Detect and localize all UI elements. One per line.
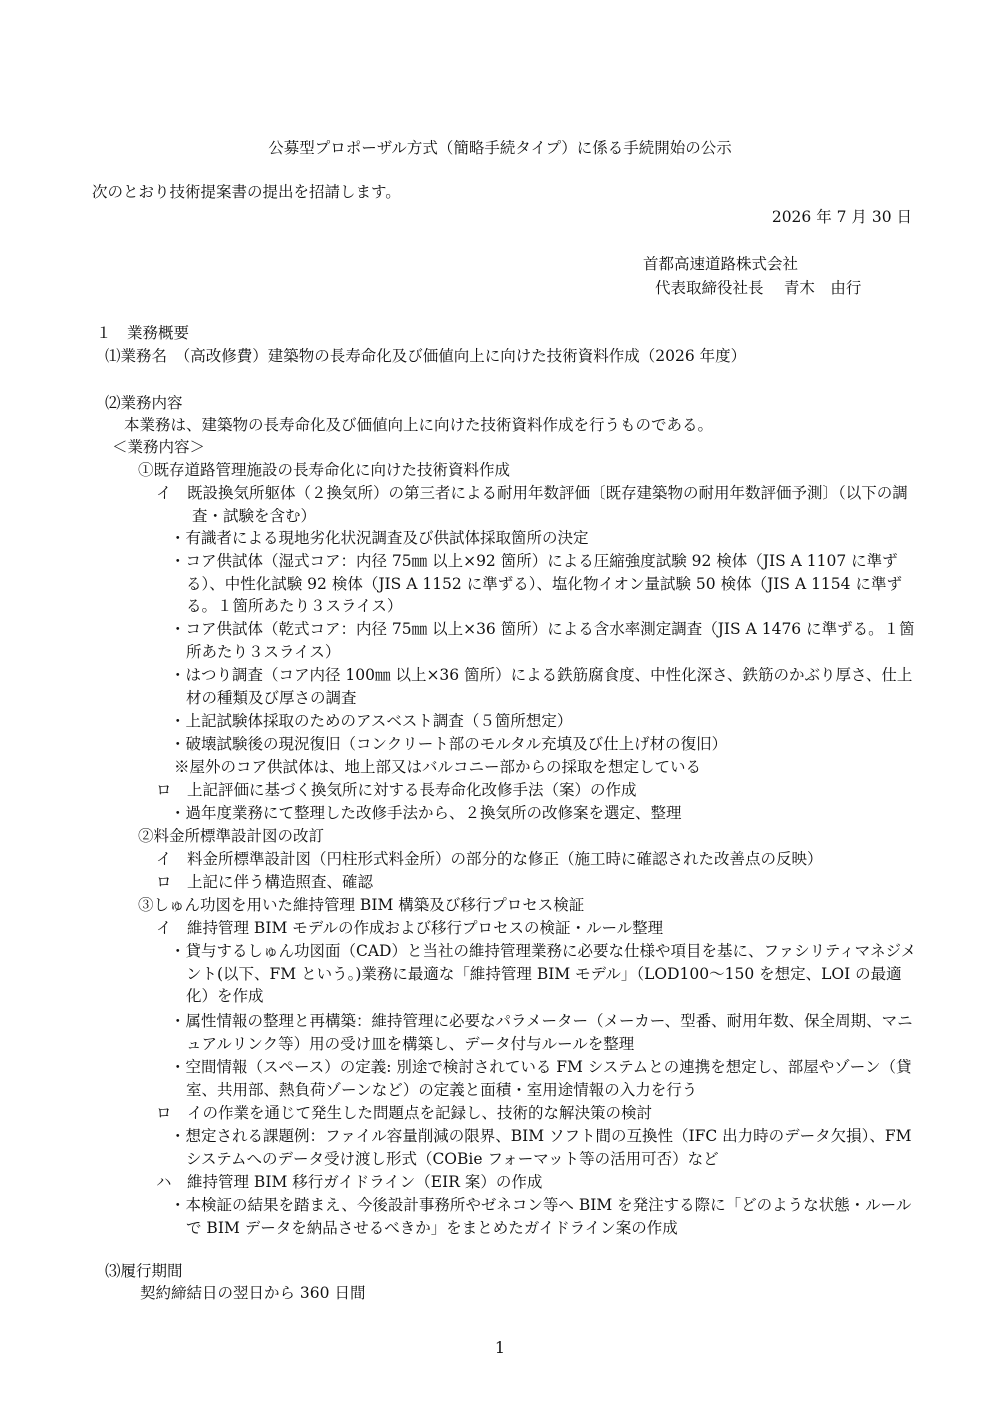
period-heading: ⑶履行期間: [105, 1262, 183, 1280]
period-text: 契約締結日の翌日から 360 日間: [140, 1284, 366, 1302]
document-date: 2026 年 7 月 30 日: [771, 208, 912, 226]
document-title: 公募型プロポーザル方式（簡略手続タイプ）に係る手続開始の公示: [268, 139, 732, 157]
item-sub: ハ 維持管理 BIM 移行ガイドライン（EIR 案）の作成: [156, 1173, 543, 1191]
item-sub: イ 維持管理 BIM モデルの作成および移行プロセスの検証・ルール整理: [156, 919, 664, 937]
representative-name: 代表取締役社長 青木 由行: [655, 279, 862, 297]
item-bullet: ・はつり調査（コア内径 100㎜ 以上×36 箇所）による鉄筋腐食度、中性化深さ、鉄筋のかぶり厚さ、仕上材の種類及び厚さの調査: [170, 666, 913, 707]
section-1-heading: １ 業務概要: [96, 324, 190, 342]
item-heading: ①既存道路管理施設の長寿命化に向けた技術資料作成: [138, 461, 511, 479]
company-name: 首都高速道路株式会社: [643, 255, 799, 273]
item-heading: ②料金所標準設計図の改訂: [138, 827, 325, 845]
item-bullet: ・貸与するしゅん功図面（CAD）と当社の維持管理業務に必要な仕様や項目を基に、ファシリティマネジメント(以下、FM という。)業務に最適な「維持管理 BIM モデル」（LOD100～150 を想定、LOI の最適化）を作成: [170, 942, 917, 1005]
item-sub: ロ 上記評価に基づく換気所に対する長寿命化改修手法（案）の作成: [156, 781, 637, 799]
item-bullet: ・上記試験体採取のためのアスベスト調査（５箇所想定）: [170, 712, 573, 730]
item-bullet: ・空間情報（スペース）の定義: 別途で検討されている FM システムとの連携を想定し、部屋やゾーン（貸室、共用部、熱負荷ゾーンなど）の定義と面積・室用途情報の入力を行う: [170, 1058, 912, 1099]
item-bullet: ・有識者による現地劣化状況調査及び供試体採取箇所の決定: [170, 529, 589, 547]
task-content-text: 本業務は、建築物の長寿命化及び価値向上に向けた技術資料作成を行うものである。: [124, 416, 714, 434]
item-sub: イ 既設換気所躯体（２換気所）の第三者による耐用年数評価〔既存建築物の耐用年数評価予測〕（以下の調査・試験を含む）: [156, 484, 908, 525]
task-name: ⑴業務名 （高改修費）建築物の長寿命化及び価値向上に向けた技術資料作成（2026 年度）: [105, 347, 747, 365]
item-bullet: ・破壊試験後の現況復旧（コンクリート部のモルタル充填及び仕上げ材の復旧）: [170, 735, 728, 753]
intro-text: 次のとおり技術提案書の提出を招請します。: [92, 183, 401, 201]
item-bullet: ・コア供試体（湿式コア：内径 75㎜ 以上×92 箇所）による圧縮強度試験 92 検体（JIS A 1107 に準ずる）、中性化試験 92 検体（JIS A 1152 に準ずる）、塩化物イオン量試験 50 検体（JIS A 1154 に準ずる。１箇所あたり３スライス）: [170, 552, 902, 615]
item-sub: イ 料金所標準設計図（円柱形式料金所）の部分的な修正（施工時に確認された改善点の反映）: [156, 850, 823, 868]
item-sub: ロ イの作業を通じて発生した問題点を記録し、技術的な解決策の検討: [156, 1104, 653, 1122]
item-bullet: ・想定される課題例：ファイル容量削減の限界、BIM ソフト間の互換性（IFC 出力時のデータ欠損）、FM システムへのデータ受け渡し形式（COBie フォーマット等の活用可否）など: [170, 1127, 912, 1168]
task-content-subheading: ＜業務内容＞: [112, 438, 206, 456]
item-note: ※屋外のコア供試体は、地上部又はバルコニー部からの採取を想定している: [174, 758, 702, 776]
item-bullet: ・本検証の結果を踏まえ、今後設計事務所やゼネコン等へ BIM を発注する際に「どのような状態・ルールで BIM データを納品させるべきか」をまとめたガイドライン案の作成: [170, 1196, 912, 1237]
item-bullet: ・コア供試体（乾式コア：内径 75㎜ 以上×36 箇所）による含水率測定調査（JIS A 1476 に準ずる。１箇所あたり３スライス）: [170, 620, 915, 661]
item-sub: ロ 上記に伴う構造照査、確認: [156, 873, 374, 891]
item-heading: ③しゅん功図を用いた維持管理 BIM 構築及び移行プロセス検証: [138, 896, 585, 914]
item-bullet: ・属性情報の整理と再構築：維持管理に必要なパラメーター（メーカー、型番、耐用年数、保全周期、マニュアルリンク等）用の受け皿を構築し、データ付与ルールを整理: [170, 1012, 913, 1053]
item-bullet: ・過年度業務にて整理した改修手法から、２換気所の改修案を選定、整理: [170, 804, 682, 822]
task-content-heading: ⑵業務内容: [105, 394, 183, 412]
page-number: 1: [494, 1338, 506, 1357]
